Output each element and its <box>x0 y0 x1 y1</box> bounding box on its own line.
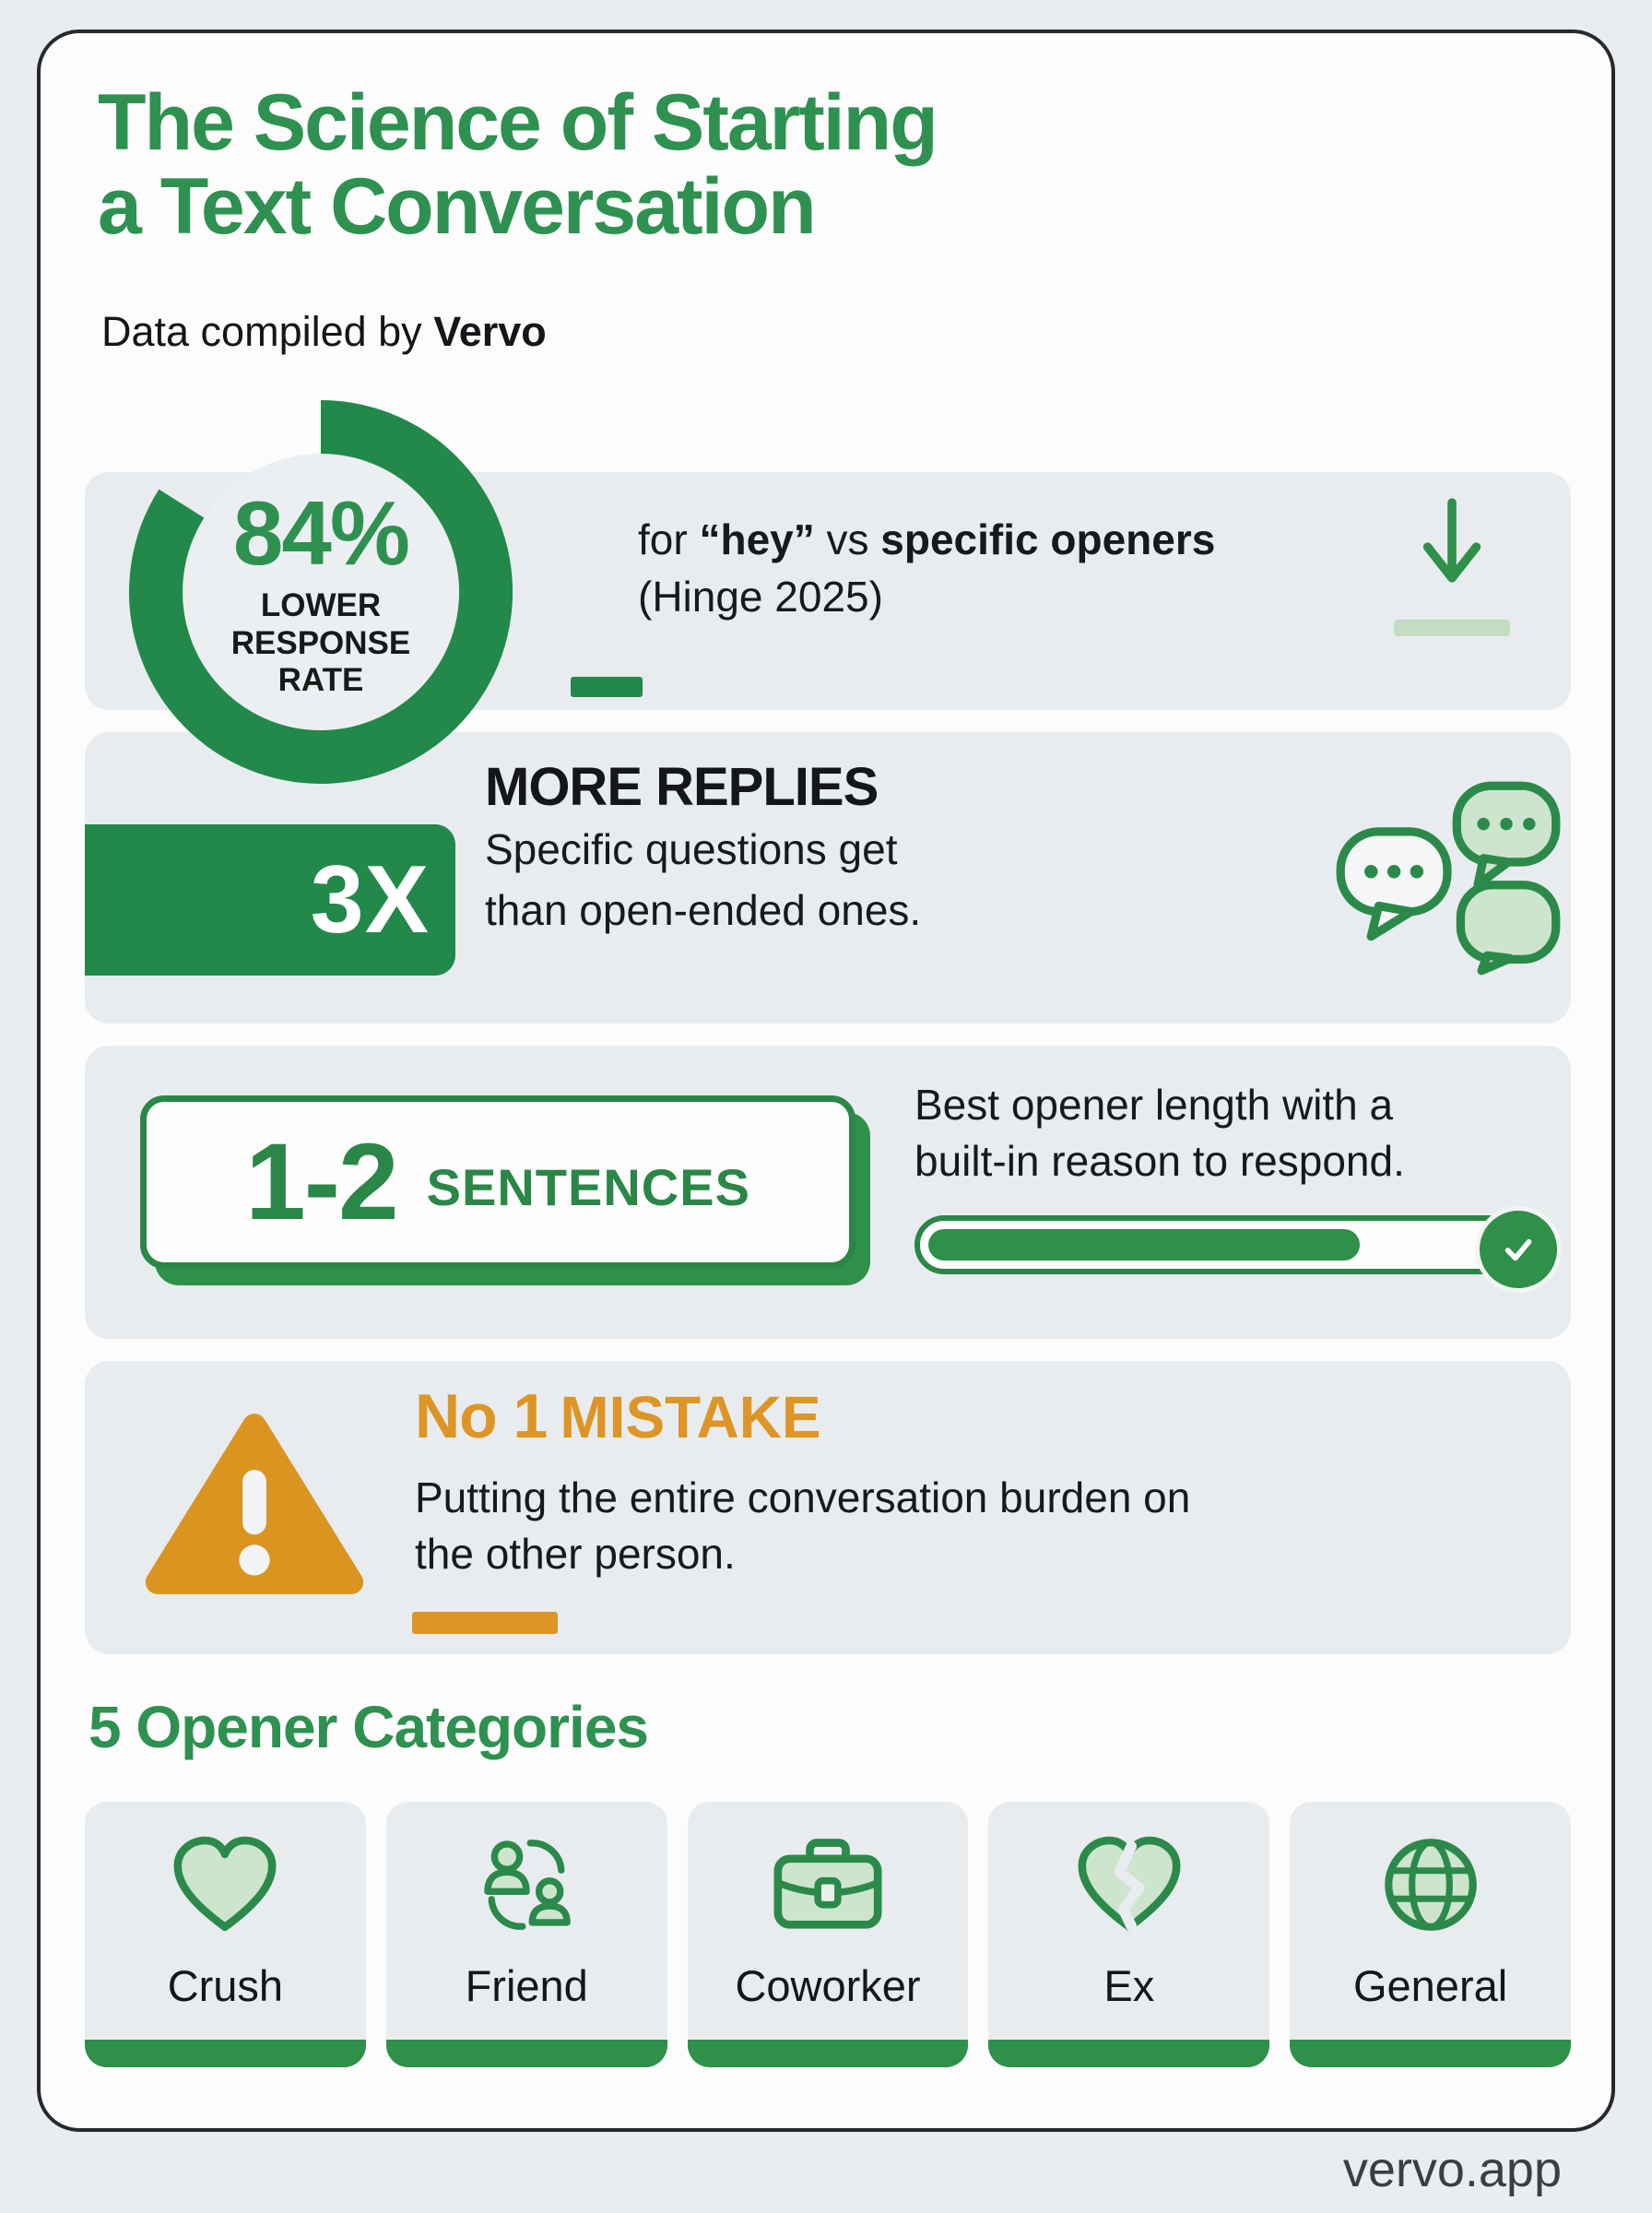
progress-bar <box>914 1215 1560 1274</box>
length-text <box>914 1077 1405 1189</box>
green-accent-bar <box>571 677 643 697</box>
length-line2: built-in reason to respond. <box>914 1136 1405 1185</box>
category-label: Ex <box>1103 1961 1155 2010</box>
warning-triangle-icon <box>144 1402 365 1606</box>
category-bottom-bar <box>688 2040 969 2067</box>
category-label: Friend <box>465 1961 588 2010</box>
category-card-ex <box>988 1802 1269 2067</box>
people-icon <box>468 1826 584 1944</box>
sentences-unit: SENTENCES <box>426 1157 750 1216</box>
donut-center-text <box>129 400 513 784</box>
categories-row <box>85 1802 1571 2067</box>
category-label: Crush <box>167 1961 284 2010</box>
category-bottom-bar <box>1290 2040 1571 2067</box>
globe-icon <box>1375 1826 1487 1944</box>
orange-accent-bar <box>412 1612 558 1634</box>
briefcase-icon <box>768 1826 888 1944</box>
category-card-coworker <box>688 1802 969 2067</box>
category-bottom-bar <box>85 2040 366 2067</box>
donut-label: LOWER RESPONSE RATE <box>230 587 411 699</box>
mistake-body <box>415 1470 1190 1581</box>
brand-name: Vervo <box>433 308 547 355</box>
heart-icon <box>166 1826 284 1944</box>
title-line-1: The Science of Starting <box>98 78 937 167</box>
down-arrow-icon <box>1413 496 1491 607</box>
categories-heading: 5 Opener Categories <box>88 1694 648 1760</box>
hey-openers-line2: (Hinge 2025) <box>638 573 883 621</box>
hey-openers-text <box>638 511 1215 625</box>
page-title <box>98 78 937 252</box>
arrow-underline <box>1394 620 1510 636</box>
replies-line2: than open-ended ones. <box>485 885 922 934</box>
category-card-general <box>1290 1802 1571 2067</box>
sentences-badge <box>140 1095 856 1269</box>
infographic-poster <box>37 30 1615 2132</box>
category-card-crush <box>85 1802 366 2067</box>
donut-value: 84% <box>232 482 409 585</box>
broken-heart-icon <box>1070 1826 1188 1944</box>
mistake-number: No 1 <box>415 1381 548 1451</box>
multiplier-value: 3X <box>310 846 430 953</box>
donut-chart-84-percent <box>129 400 513 784</box>
chat-bubbles-icon <box>1335 780 1564 976</box>
category-bottom-bar <box>988 2040 1269 2067</box>
stat-card-mistake <box>85 1361 1571 1654</box>
footer-brand-url: vervo.app <box>1342 2142 1562 2197</box>
title-line-2: a Text Conversation <box>98 162 815 252</box>
hey-openers-line1: for “hey” vs specific openers <box>638 515 1216 563</box>
subtitle <box>101 308 547 356</box>
category-bottom-bar <box>386 2040 667 2067</box>
category-label: General <box>1352 1961 1508 2010</box>
stat-card-opener-length <box>85 1046 1571 1339</box>
checkmark-icon <box>1475 1206 1562 1293</box>
multiplier-bar <box>85 824 455 976</box>
replies-headline: MORE REPLIES <box>485 757 879 817</box>
mistake-line1: Putting the entire conversation burden on <box>415 1473 1191 1521</box>
replies-text <box>485 758 921 938</box>
mistake-word: MISTAKE <box>560 1384 821 1450</box>
decrease-indicator <box>1392 496 1512 636</box>
mistake-heading <box>415 1381 821 1451</box>
length-line1: Best opener length with a <box>914 1081 1394 1129</box>
mistake-line2: the other person. <box>415 1529 736 1578</box>
sentences-value: 1-2 <box>245 1121 397 1243</box>
category-card-friend <box>386 1802 667 2067</box>
subtitle-prefix: Data compiled by <box>101 308 434 355</box>
category-label: Coworker <box>735 1961 921 2010</box>
progress-bar-fill <box>928 1229 1360 1260</box>
replies-line1: Specific questions get <box>485 824 898 873</box>
